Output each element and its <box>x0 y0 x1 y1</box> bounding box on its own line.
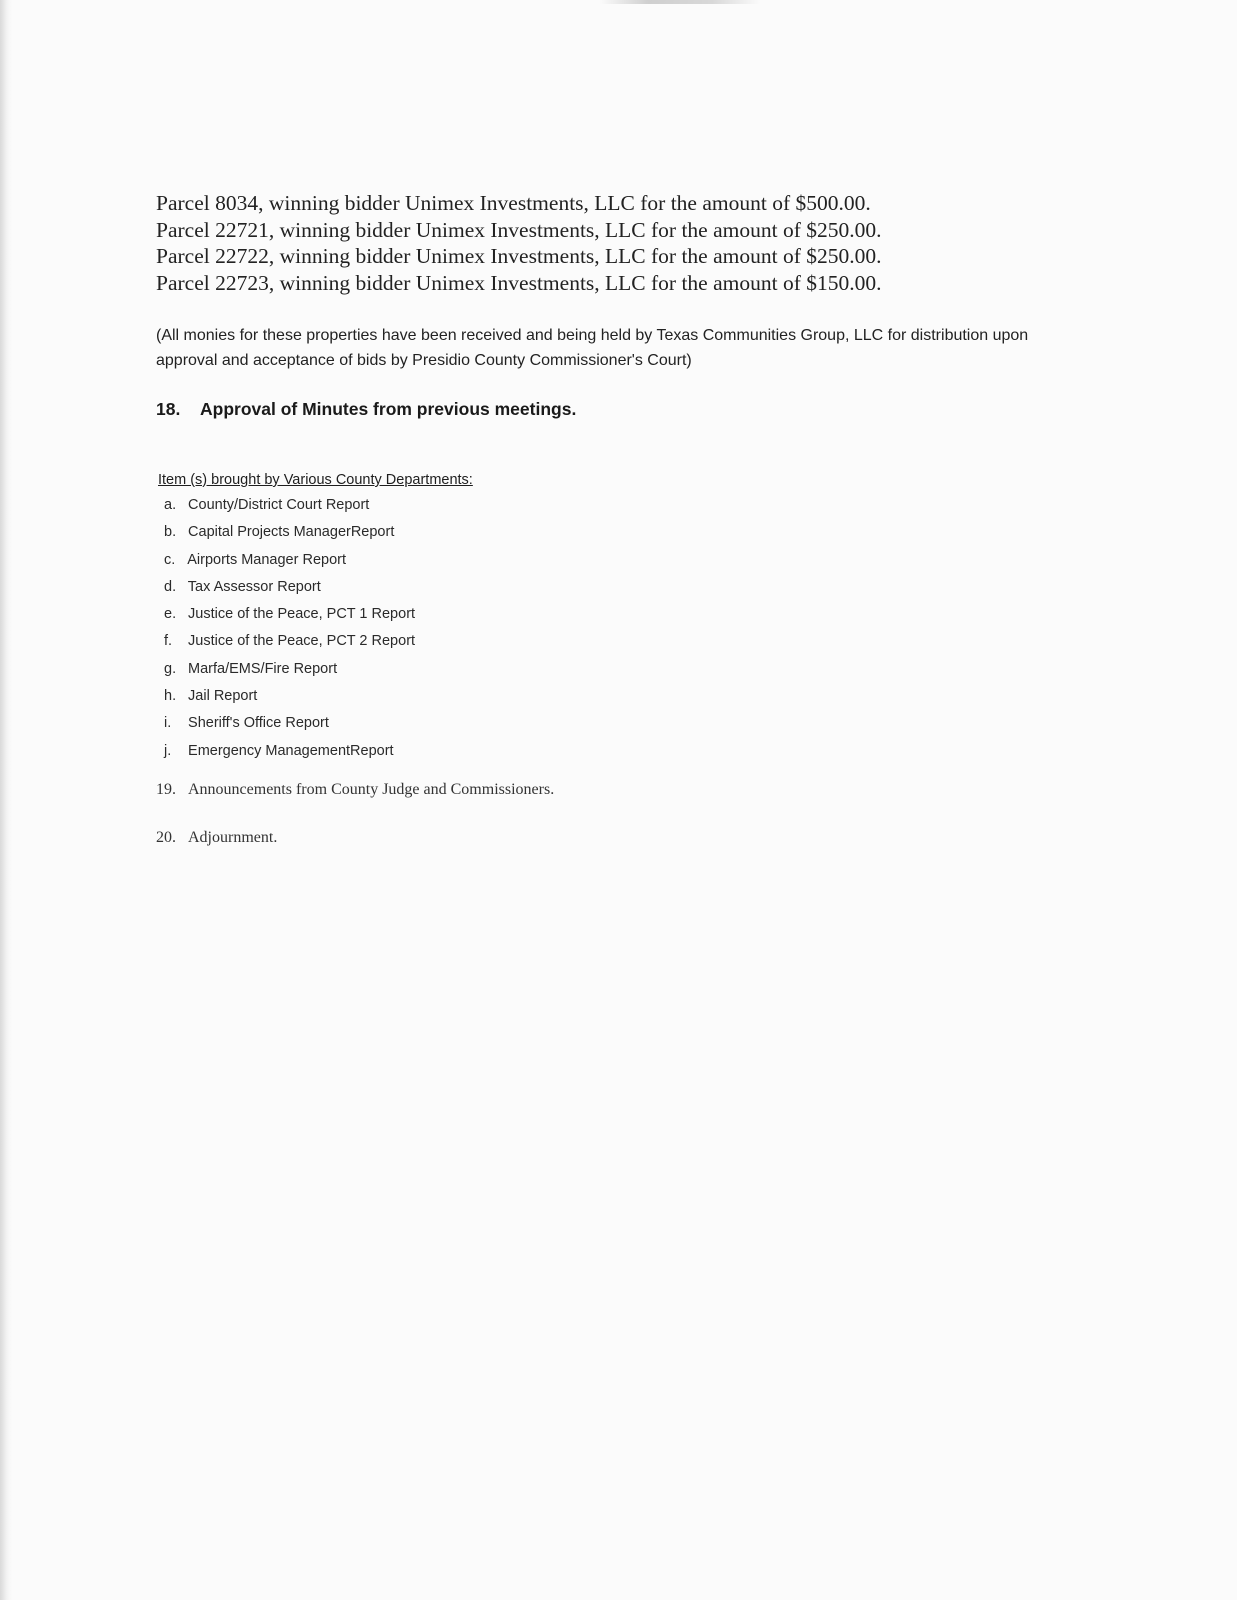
parcel-line: Parcel 8034, winning bidder Unimex Investments, LLC for the amount of $500.00. <box>156 191 871 215</box>
agenda-item-text: Announcements from County Judge and Commissioners. <box>188 780 555 798</box>
list-item-letter: f. <box>164 633 173 650</box>
list-item-text: Justice of the Peace, PCT 2 Report <box>188 633 416 650</box>
list-item <box>164 547 1056 574</box>
list-item <box>164 656 1056 683</box>
departments-list <box>164 492 1056 765</box>
agenda-item-20 <box>156 829 1056 847</box>
list-item-letter: j. <box>164 742 172 759</box>
agenda-item-number: 18. <box>156 399 181 419</box>
scan-top-mark <box>600 0 760 4</box>
agenda-item-number: 20. <box>156 828 176 846</box>
list-item-text: Sheriff's Office Report <box>188 715 329 732</box>
list-item <box>164 738 1056 765</box>
agenda-item-text: Adjournment. <box>188 828 278 846</box>
list-item-letter: h. <box>164 688 177 705</box>
scan-page-edge <box>0 0 12 1600</box>
departments-heading: Item (s) brought by Various County Departments: <box>158 472 473 488</box>
list-item-letter: d. <box>164 578 177 595</box>
list-item-letter: b. <box>164 524 177 541</box>
list-item <box>164 683 1056 710</box>
list-item-text: Airports Manager Report <box>187 551 346 568</box>
list-item-text: Emergency ManagementReport <box>188 742 394 759</box>
list-item-text: Marfa/EMS/Fire Report <box>188 660 338 677</box>
parcel-line: Parcel 22722, winning bidder Unimex Investments, LLC for the amount of $250.00. <box>156 244 882 268</box>
list-item <box>164 519 1056 546</box>
agenda-item-text: Approval of Minutes from previous meetings. <box>200 399 577 419</box>
list-item <box>164 601 1056 628</box>
list-item-text: Justice of the Peace, PCT 1 Report <box>188 606 416 623</box>
agenda-item-number: 19. <box>156 780 176 798</box>
list-item-text: County/District Court Report <box>188 497 370 513</box>
list-item-letter: e. <box>164 606 177 623</box>
list-item-letter: a. <box>164 497 177 513</box>
list-item-text: Capital Projects ManagerReport <box>188 524 395 541</box>
parcel-line: Parcel 22721, winning bidder Unimex Investments, LLC for the amount of $250.00. <box>156 217 882 242</box>
monies-note: (All monies for these properties have been received and being held by Texas Communities Group, LLC for distribution upon approval and acceptance of bids by Presidio County Commissioner's Court) <box>156 327 1029 369</box>
parcel-line: Parcel 22723, winning bidder Unimex Investments, LLC for the amount of $150.00. <box>156 270 882 295</box>
list-item <box>164 628 1056 655</box>
agenda-item-18 <box>156 399 1056 420</box>
document-body <box>156 190 1056 847</box>
list-item <box>164 492 1056 519</box>
parcel-list <box>156 190 1056 296</box>
list-item-letter: c. <box>164 551 176 568</box>
list-item-letter: g. <box>164 660 177 677</box>
list-item <box>164 574 1056 601</box>
agenda-item-19 <box>156 781 1056 799</box>
list-item-text: Jail Report <box>188 688 258 705</box>
list-item <box>164 710 1056 737</box>
list-item-letter: i. <box>164 715 172 732</box>
list-item-text: Tax Assessor Report <box>187 578 321 595</box>
